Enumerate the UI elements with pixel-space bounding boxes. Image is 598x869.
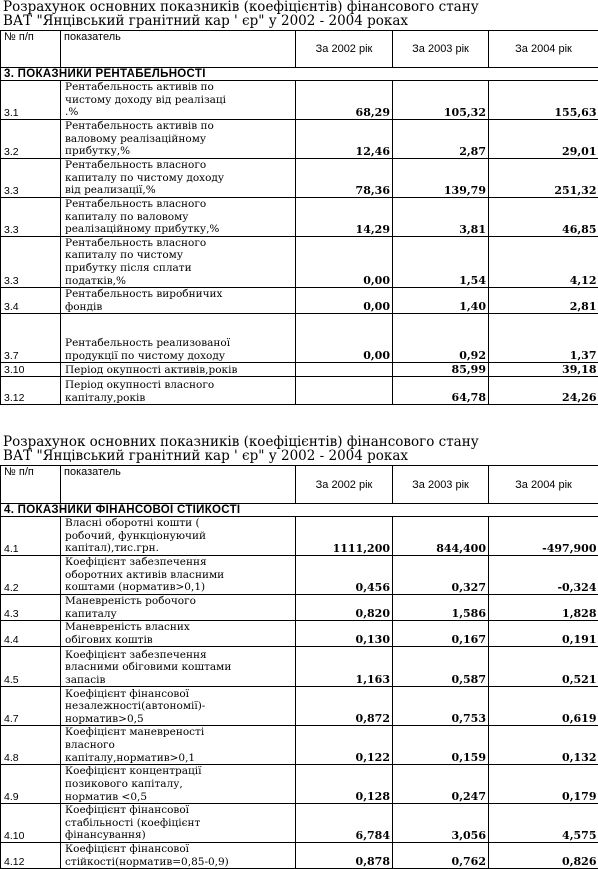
row-indicator-line: власними обіговими коштами [65,661,292,674]
row-indicator [61,198,296,237]
value-2003: 3,056 [393,804,489,843]
row-indicator-line: норматив>0,5 [65,713,292,726]
row-indicator-line: капітал),тис.грн. [65,542,292,555]
table-row [1,765,598,804]
value-2003: 0,159 [393,726,489,765]
row-indicator-line: Рентабельность активів по [65,120,292,133]
row-indicator [61,517,296,556]
row-indicator [61,377,296,405]
row-number: 3.3 [1,198,61,237]
row-number: 4.10 [1,804,61,843]
value-2004: 39,18 [489,363,598,377]
value-2002: 0,872 [296,687,393,726]
row-indicator-line: Період окупності активів,років [65,364,292,377]
row-indicator-line: Коефіцієнт фінансової [65,843,292,856]
row-indicator-line: оборотних активів власними [65,569,292,582]
value-2003: 844,400 [393,517,489,556]
row-indicator [61,236,296,287]
table-row [1,595,598,621]
table-header-row [1,466,598,504]
header-number: № п/п [1,466,61,504]
value-2004: 251,32 [489,159,598,198]
value-2002: 0,00 [296,236,393,287]
row-indicator-line: .% [65,106,292,119]
table-row [1,687,598,726]
row-number: 3.4 [1,288,61,314]
value-2004: 0,191 [489,621,598,647]
section-title: 3. ПОКАЗНИКИ РЕНТАБЕЛЬНОСТІ [1,68,598,81]
value-2002: 0,00 [296,314,393,363]
row-indicator-line: капиталу по чистому [65,249,292,262]
row-indicator-line: запасів [65,674,292,687]
row-indicator-line: Маневреність власних [65,621,292,634]
row-indicator-line: капиталу [65,608,292,621]
value-2003: 3,81 [393,198,489,237]
row-indicator-line: Коефіцієнт маневреності [65,726,292,739]
row-indicator [61,595,296,621]
value-2003: 0,762 [393,842,489,868]
report-title-line: Розрахунок основних показників (коефіцієнтів) фінансового стану [3,0,598,14]
row-indicator-line: коштами (норматив>0,1) [65,581,292,594]
row-indicator-line: Маневреність робочого [65,595,292,608]
table-row [1,377,598,405]
value-2003: 0,327 [393,556,489,595]
value-2003: 105,32 [393,81,489,120]
value-2002: 68,29 [296,81,393,120]
value-2004: 0,826 [489,842,598,868]
row-indicator [61,314,296,363]
table-row [1,804,598,843]
value-2004: 1,828 [489,595,598,621]
table-row [1,621,598,647]
row-indicator-line: Рентабельность виробничих [65,288,292,301]
row-indicator-line: стабільності (коефіцієнт [65,817,292,830]
value-2002: 1111,200 [296,517,393,556]
value-2004: 24,26 [489,377,598,405]
row-number: 4.3 [1,595,61,621]
row-indicator-line: власного [65,739,292,752]
row-indicator-line: прибутку після сплати [65,262,292,275]
row-number: 4.12 [1,842,61,868]
row-number: 4.4 [1,621,61,647]
row-indicator-line: чистому доходу від реалізаці [65,94,292,107]
report-block [0,0,598,405]
row-number: 4.1 [1,517,61,556]
value-2002: 78,36 [296,159,393,198]
table-row [1,517,598,556]
report-title-line: ВАТ "Янцівський гранітний кар ' єр" у 2002 - 2004 роках [3,449,598,463]
row-indicator [61,556,296,595]
row-indicator [61,159,296,198]
header-year-2004: За 2004 рік [489,31,598,68]
value-2002: 14,29 [296,198,393,237]
row-indicator [61,81,296,120]
row-indicator [61,621,296,647]
value-2002: 1,163 [296,647,393,687]
value-2003: 0,167 [393,621,489,647]
row-number: 4.9 [1,765,61,804]
row-indicator-line: Коефіцієнт фінансової [65,688,292,701]
value-2002: 6,784 [296,804,393,843]
value-2003: 1,40 [393,288,489,314]
value-2004: 4,575 [489,804,598,843]
value-2002: 0,00 [296,288,393,314]
value-2002: 12,46 [296,120,393,159]
row-indicator-line: від реализації,% [65,184,292,197]
section-heading-row [1,504,598,517]
row-indicator-line: капиталу по чистому доходу [65,172,292,185]
row-indicator-line: Коефіцієнт забезпечення [65,649,292,662]
header-indicator: показатель [61,31,296,68]
row-indicator [61,120,296,159]
row-indicator-line: незалежності(автономії)- [65,700,292,713]
value-2002: 0,130 [296,621,393,647]
row-indicator-line: податків,% [65,275,292,288]
row-indicator-line: фінансування) [65,829,292,842]
value-2003: 2,87 [393,120,489,159]
value-2002 [296,363,393,377]
table-row [1,288,598,314]
value-2003: 0,247 [393,765,489,804]
value-2004: 4,12 [489,236,598,287]
header-number: № п/п [1,31,61,68]
report-title [0,435,598,465]
table-row [1,314,598,363]
row-number: 3.7 [1,314,61,363]
header-year-2004: За 2004 рік [489,466,598,504]
row-indicator-line: робочий, функціонуючий [65,530,292,543]
indicators-table [0,30,598,405]
value-2002: 0,456 [296,556,393,595]
table-row [1,363,598,377]
row-indicator-line: Період окупності власного [65,379,292,392]
value-2002: 0,122 [296,726,393,765]
value-2004: 0,179 [489,765,598,804]
section-heading-row [1,68,598,81]
row-indicator-line: реалізаційному прибутку,% [65,223,292,236]
table-row [1,81,598,120]
value-2004: 2,81 [489,288,598,314]
report-title-line: ВАТ "Янцівський гранітний кар ' єр" у 2002 - 2004 роках [3,14,598,28]
row-number: 4.7 [1,687,61,726]
row-number: 3.3 [1,236,61,287]
row-indicator-line: Рентабельность активів по [65,81,292,94]
report-block [0,435,598,869]
row-indicator-line: капіталу,років [65,392,292,405]
row-number: 4.5 [1,647,61,687]
row-indicator-line: Коефіцієнт забезпечення [65,556,292,569]
row-indicator [61,288,296,314]
value-2003: 64,78 [393,377,489,405]
row-indicator-line: валовому реалізаційному [65,133,292,146]
row-indicator-line: норматив <0,5 [65,791,292,804]
row-number: 3.10 [1,363,61,377]
row-indicator [61,765,296,804]
value-2002: 0,820 [296,595,393,621]
value-2002: 0,128 [296,765,393,804]
value-2003: 1,54 [393,236,489,287]
row-number: 3.1 [1,81,61,120]
table-row [1,236,598,287]
value-2003: 0,753 [393,687,489,726]
section-title: 4. ПОКАЗНИКИ ФІНАНСОВОЇ СТІЙКОСТІ [1,504,598,517]
row-indicator [61,647,296,687]
value-2003: 0,92 [393,314,489,363]
header-year-2002: За 2002 рік [296,31,393,68]
header-year-2002: За 2002 рік [296,466,393,504]
row-indicator-line: прибутку,% [65,145,292,158]
row-indicator-line: Рентабельность власного [65,159,292,172]
row-indicator [61,804,296,843]
report-title [0,0,598,30]
row-indicator [61,363,296,377]
header-year-2003: За 2003 рік [393,31,489,68]
report-title-line: Розрахунок основних показників (коефіцієнтів) фінансового стану [3,435,598,449]
row-indicator-line: Власні оборотні кошти ( [65,517,292,530]
table-row [1,198,598,237]
row-indicator-line: капіталу,норматив>0,1 [65,752,292,765]
value-2004: 0,619 [489,687,598,726]
value-2003: 0,587 [393,647,489,687]
row-number: 4.8 [1,726,61,765]
value-2004: -497,900 [489,517,598,556]
row-indicator-line: фондів [65,301,292,314]
row-indicator-line: Рентабельность власного [65,237,292,250]
value-2004: 0,521 [489,647,598,687]
header-indicator: показатель [61,466,296,504]
value-2004: 1,37 [489,314,598,363]
row-indicator-line: Коефіцієнт концентрації [65,765,292,778]
value-2003: 139,79 [393,159,489,198]
row-number: 3.12 [1,377,61,405]
row-indicator-line: капиталу по валовому [65,211,292,224]
value-2004: 0,132 [489,726,598,765]
row-indicator-line: продукції по чистому доходу [65,350,292,363]
row-indicator-line: обігових коштів [65,634,292,647]
row-indicator-line: Рентабельность реализованої [65,337,292,350]
value-2003: 85,99 [393,363,489,377]
row-indicator-line: Рентабельность власного [65,198,292,211]
value-2003: 1,586 [393,595,489,621]
row-indicator-line: позикового капіталу, [65,778,292,791]
value-2004: 29,01 [489,120,598,159]
table-row [1,726,598,765]
value-2004: 155,63 [489,81,598,120]
row-indicator [61,687,296,726]
row-indicator-line: Коефіцієнт фінансової [65,804,292,817]
row-indicator [61,726,296,765]
value-2002 [296,377,393,405]
row-indicator-line: стійкості(норматив=0,85-0,9) [65,856,292,869]
table-row [1,159,598,198]
table-row [1,556,598,595]
table-row [1,120,598,159]
row-number: 3.2 [1,120,61,159]
header-year-2003: За 2003 рік [393,466,489,504]
table-header-row [1,31,598,68]
value-2004: 46,85 [489,198,598,237]
value-2004: -0,324 [489,556,598,595]
row-number: 3.3 [1,159,61,198]
value-2002: 0,878 [296,842,393,868]
table-row [1,647,598,687]
row-number: 4.2 [1,556,61,595]
indicators-table [0,465,598,869]
